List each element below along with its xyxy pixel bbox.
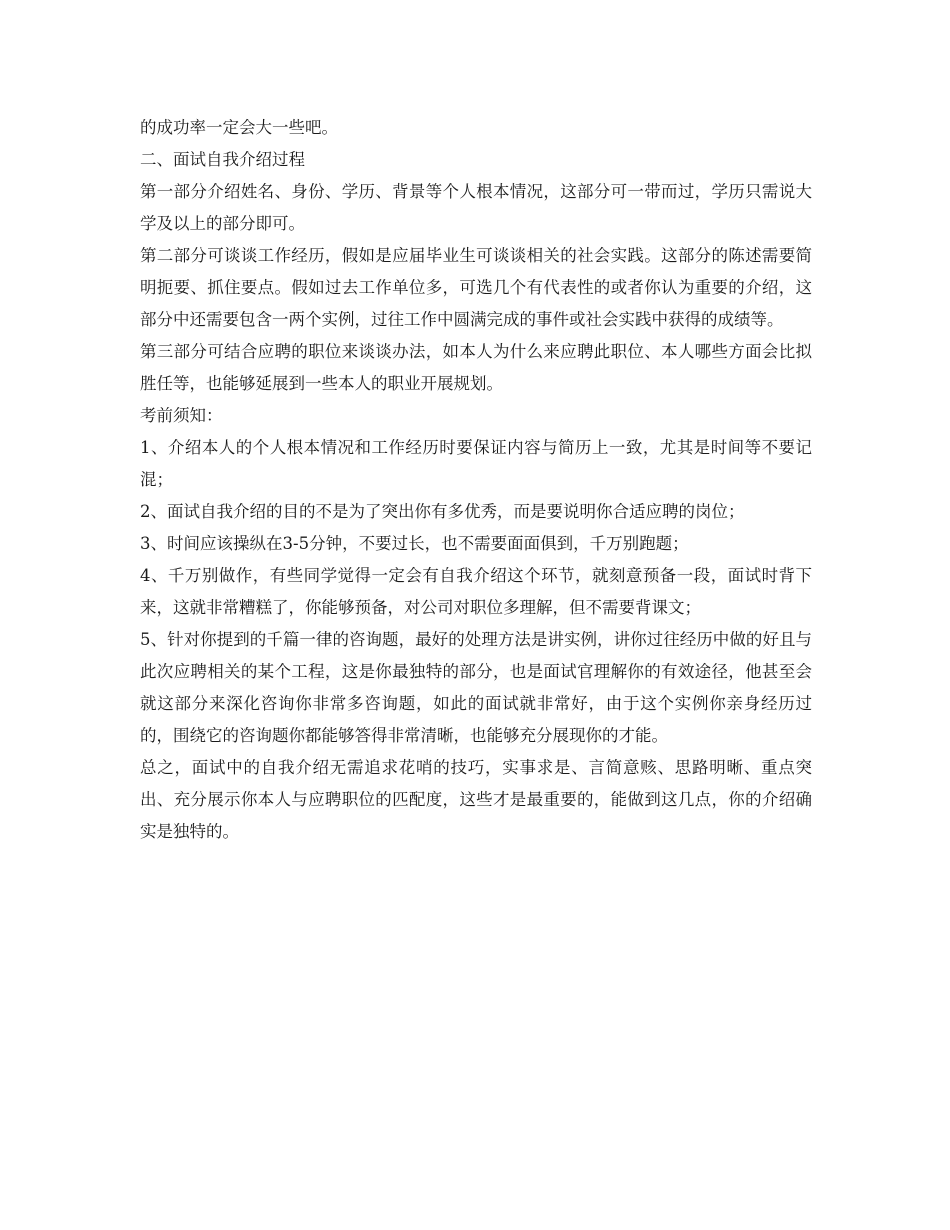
- notes-heading: 考前须知：: [140, 406, 223, 425]
- note-item-1: 1、介绍本人的个人根本情况和工作经历时要保证内容与简历上一致，尤其是时间等不要记混；: [140, 438, 812, 489]
- section-heading: 二、面试自我介绍过程: [140, 150, 305, 169]
- paragraph-continuation: 的成功率一定会大一些吧。: [140, 118, 338, 137]
- paragraph-part-two: 第二部分可谈谈工作经历，假如是应届毕业生可谈谈相关的社会实践。这部分的陈述需要简明扼要、抓住要点。假如过去工作单位多，可选几个有代表性的或者你认为重要的介绍，这部分中还需要包含一两个实例，过往工作中圆满完成的事件或社会实践中获得的成绩等。: [140, 246, 812, 329]
- note-item-4: 4、千万别做作，有些同学觉得一定会有自我介绍这个环节，就刻意预备一段，面试时背下来，这就非常糟糕了，你能够预备，对公司对职位多理解，但不需要背课文；: [140, 566, 812, 617]
- note-item-2: 2、面试自我介绍的目的不是为了突出你有多优秀，而是要说明你合适应聘的岗位；: [140, 502, 745, 521]
- paragraph-part-one: 第一部分介绍姓名、身份、学历、背景等个人根本情况，这部分可一带而过，学历只需说大学及以上的部分即可。: [140, 182, 812, 233]
- document-body: [140, 112, 812, 848]
- paragraph-conclusion: 总之，面试中的自我介绍无需追求花哨的技巧，实事求是、言简意赅、思路明晰、重点突出、充分展示你本人与应聘职位的匹配度，这些才是最重要的，能做到这几点，你的介绍确实是独特的。: [140, 758, 812, 841]
- note-item-3: 3、时间应该操纵在3-5分钟，不要过长，也不需要面面俱到，千万别跑题；: [140, 534, 689, 553]
- note-item-5: 5、针对你提到的千篇一律的咨询题，最好的处理方法是讲实例，讲你过往经历中做的好且与此次应聘相关的某个工程，这是你最独特的部分，也是面试官理解你的有效途径，他甚至会就这部分来深化咨询你非常多咨询题，如此的面试就非常好，由于这个实例你亲身经历过的，围绕它的咨询题你都能够答得非常清晰，也能够充分展现你的才能。: [140, 630, 812, 745]
- paragraph-part-three: 第三部分可结合应聘的职位来谈谈办法，如本人为什么来应聘此职位、本人哪些方面会比拟胜任等，也能够延展到一些本人的职业开展规划。: [140, 342, 812, 393]
